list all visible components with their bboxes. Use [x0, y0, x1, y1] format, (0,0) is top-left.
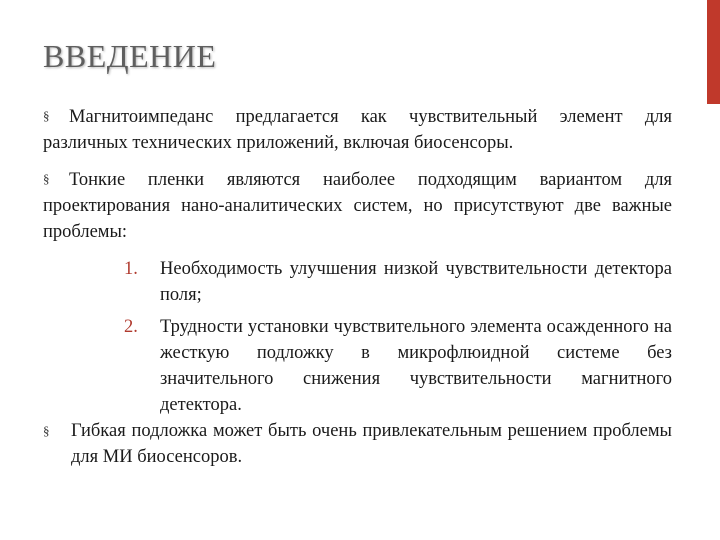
problem-item [124, 256, 672, 308]
bullet-text: Гибкая подложка может быть очень привлекательным решением проблемы для МИ биосенсоров. [71, 421, 672, 467]
bullet-marker: § [43, 171, 50, 186]
problem-list [124, 256, 672, 418]
bullet-marker: § [43, 108, 50, 123]
bullet-text: Тонкие пленки являются наиболее подходящим вариантом для проектирования нано-аналитических систем, но присутствуют две важные проблемы: [43, 170, 672, 242]
bullet-item [43, 418, 672, 470]
bullet-marker: § [43, 423, 50, 438]
problem-number: 1. [124, 259, 138, 279]
bullet-item [43, 166, 672, 245]
problem-text: Трудности установки чувствительного элемента осажденного на жесткую подложку в микрофлюидной системе без значительного снижения чувствительности магнитного детектора. [160, 317, 672, 415]
problem-text: Необходимость улучшения низкой чувствительности детектора поля; [160, 259, 672, 305]
accent-bar [707, 0, 720, 104]
slide-title: ВВЕДЕНИЕ [43, 38, 217, 74]
problem-number: 2. [124, 317, 138, 337]
bullet-item [43, 103, 672, 156]
bullet-text: Магнитоимпеданс предлагается как чувствительный элемент для различных технических приложений, включая биосенсоры. [43, 107, 672, 153]
problem-item [124, 314, 672, 418]
